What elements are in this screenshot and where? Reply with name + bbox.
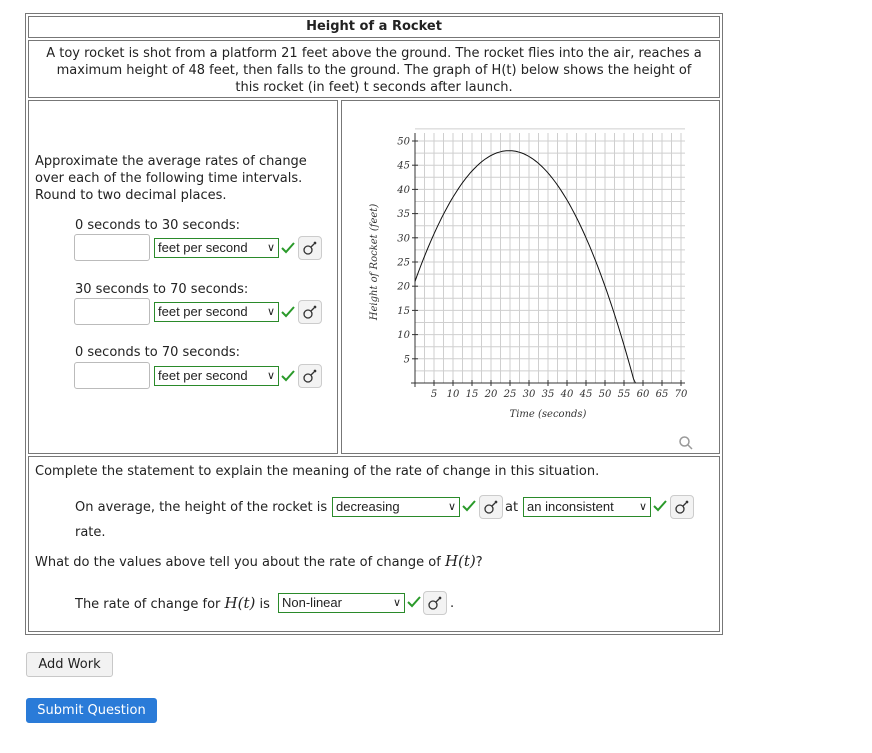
correct-check-icon	[653, 499, 667, 513]
x-tick-label: 60	[636, 389, 650, 400]
y-tick-label: 50	[397, 136, 410, 148]
submit-question-button[interactable]: Submit Question	[26, 698, 157, 723]
key-button-4[interactable]	[479, 495, 503, 519]
problem-title: Height of a Rocket	[28, 16, 720, 38]
chevron-down-icon: ∨	[392, 597, 401, 609]
direction-select[interactable]	[332, 497, 460, 517]
x-tick-label: 30	[522, 389, 536, 400]
question-label-3: 0 seconds to 70 seconds:	[75, 345, 241, 360]
x-tick-label: 50	[598, 389, 612, 400]
key-button-5[interactable]	[670, 495, 694, 519]
y-tick-label: 5	[403, 354, 410, 366]
rate-suffix: .	[450, 596, 455, 611]
x-tick-label: 40	[560, 389, 574, 400]
key-button-3[interactable]	[298, 364, 322, 388]
correct-check-icon	[281, 305, 295, 319]
y-tick-label: 15	[397, 305, 410, 317]
correct-check-icon	[407, 595, 421, 609]
unit-select-3-value: feet per second	[158, 368, 248, 383]
x-tick-label: 55	[617, 389, 631, 400]
rate-prefix-line	[75, 595, 270, 613]
x-tick-label: 20	[484, 389, 498, 400]
x-axis-label: Time (seconds)	[509, 409, 587, 420]
key-icon	[299, 301, 321, 323]
key-button-2[interactable]	[298, 300, 322, 324]
problem-intro: A toy rocket is shot from a platform 21 feet above the ground. The rocket flies into the air, reaches a maximum height of 48 feet, then falls to the ground. The graph of H(t) below shows the height of this rocket (in feet) t seconds after launch.	[28, 40, 720, 98]
graph-panel	[341, 100, 720, 454]
key-icon	[424, 592, 446, 614]
unit-select-2[interactable]	[154, 302, 279, 322]
y-tick-label: 45	[397, 160, 410, 172]
statement-prompt: Complete the statement to explain the meaning of the rate of change in this situation.	[35, 464, 600, 479]
height-curve	[415, 151, 635, 383]
chart-grid	[411, 129, 685, 387]
consistency-select-value: an inconsistent	[527, 499, 614, 514]
function-name: H(t)	[224, 594, 256, 612]
question-label-1: 0 seconds to 30 seconds:	[75, 218, 241, 233]
y-tick-label: 40	[397, 184, 410, 196]
chevron-down-icon: ∨	[447, 501, 456, 513]
rate-is: is	[259, 597, 270, 612]
y-axis-label: Height of Rocket (feet)	[369, 203, 380, 321]
answer-input-3[interactable]	[74, 362, 150, 389]
x-tick-label: 25	[503, 389, 517, 400]
unit-select-3[interactable]	[154, 366, 279, 386]
key-icon	[299, 365, 321, 387]
chevron-down-icon: ∨	[266, 370, 275, 382]
chevron-down-icon: ∨	[638, 501, 647, 513]
y-tick-label: 25	[397, 257, 410, 269]
unit-select-1[interactable]	[154, 238, 279, 258]
values-question-prefix: What do the values above tell you about the rate of change of	[35, 555, 441, 570]
answer-input-1[interactable]	[74, 234, 150, 261]
y-tick-label: 20	[397, 281, 410, 293]
x-tick-label: 45	[579, 389, 593, 400]
correct-check-icon	[462, 499, 476, 513]
x-tick-label: 10	[446, 389, 460, 400]
x-tick-label: 70	[674, 389, 688, 400]
key-icon	[299, 237, 321, 259]
x-tick-label: 15	[465, 389, 479, 400]
instructions-text: Approximate the average rates of change over each of the following time intervals. Round to two decimal places.	[35, 154, 307, 203]
question-frame	[25, 13, 723, 635]
answer-input-2[interactable]	[74, 298, 150, 325]
key-icon	[480, 496, 502, 518]
statement-panel	[28, 456, 720, 632]
unit-select-1-value: feet per second	[158, 240, 248, 255]
y-tick-label: 35	[397, 209, 410, 221]
magnifier-icon[interactable]	[678, 435, 694, 451]
y-tick-label: 30	[397, 233, 410, 245]
x-tick-label: 5	[430, 389, 438, 400]
statement-prefix: On average, the height of the rocket is	[75, 500, 328, 515]
x-tick-label: 35	[541, 389, 555, 400]
question-label-2: 30 seconds to 70 seconds:	[75, 282, 249, 297]
values-question-suffix: ?	[475, 555, 483, 570]
unit-select-2-value: feet per second	[158, 304, 248, 319]
function-name: H(t)	[444, 552, 476, 570]
statement-mid: at	[505, 500, 519, 515]
height-graph	[342, 101, 719, 453]
key-button-1[interactable]	[298, 236, 322, 260]
chevron-down-icon: ∨	[266, 306, 275, 318]
chevron-down-icon: ∨	[266, 242, 275, 254]
key-button-6[interactable]	[423, 591, 447, 615]
key-icon	[671, 496, 693, 518]
consistency-select[interactable]	[523, 497, 651, 517]
rates-panel	[28, 100, 338, 454]
rate-prefix: The rate of change for	[75, 597, 221, 612]
x-tick-labels	[431, 389, 688, 400]
x-tick-label: 65	[655, 389, 669, 400]
direction-select-value: decreasing	[336, 499, 400, 514]
correct-check-icon	[281, 241, 295, 255]
y-tick-label: 10	[397, 330, 410, 342]
statement-suffix: rate.	[75, 525, 106, 540]
rate-type-select-value: Non-linear	[282, 595, 342, 610]
rate-type-select[interactable]	[278, 593, 405, 613]
add-work-button[interactable]: Add Work	[26, 652, 113, 677]
correct-check-icon	[281, 369, 295, 383]
y-tick-labels	[396, 137, 410, 366]
values-question	[35, 553, 483, 571]
